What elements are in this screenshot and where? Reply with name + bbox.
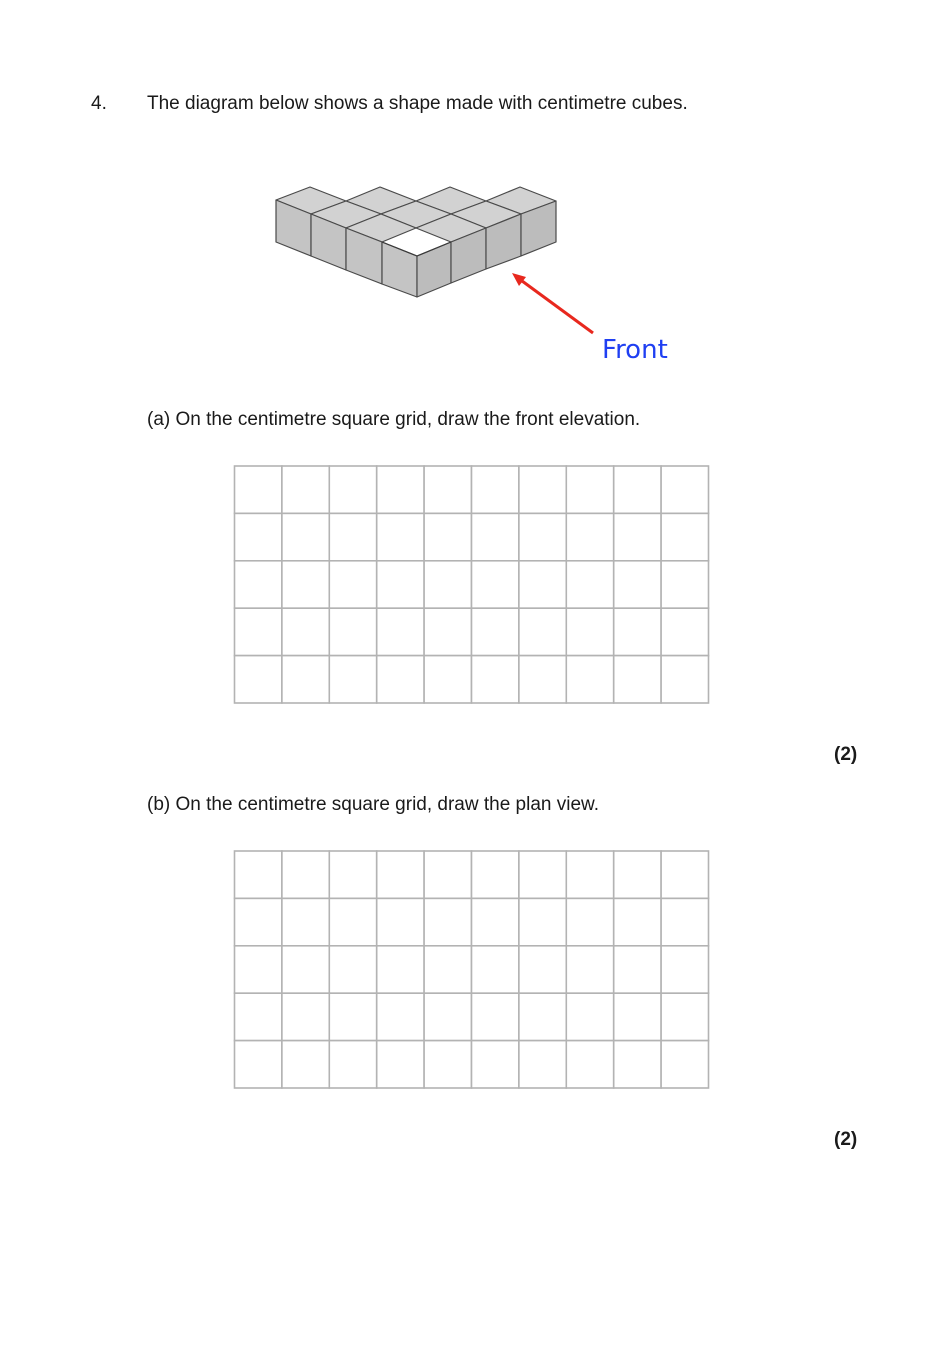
grid-cell[interactable]: [472, 898, 519, 945]
grid-cell[interactable]: [282, 466, 329, 513]
grid-cell[interactable]: [661, 946, 708, 993]
grid-cell[interactable]: [234, 466, 281, 513]
grid-cell[interactable]: [282, 513, 329, 560]
grid-cell[interactable]: [377, 561, 424, 608]
grid-cell[interactable]: [661, 1041, 708, 1088]
grid-cell[interactable]: [472, 993, 519, 1040]
grid-cell[interactable]: [282, 608, 329, 655]
grid-cell[interactable]: [566, 608, 613, 655]
grid-cell[interactable]: [234, 608, 281, 655]
grid-cell[interactable]: [519, 851, 566, 898]
part-a-marks: (2): [834, 744, 858, 765]
grid-cell[interactable]: [282, 851, 329, 898]
question-number: 4.: [91, 93, 107, 114]
grid-cell[interactable]: [519, 898, 566, 945]
grid-cell[interactable]: [424, 1041, 471, 1088]
grid-cell[interactable]: [472, 1041, 519, 1088]
grid-cell[interactable]: [377, 466, 424, 513]
grid-cell[interactable]: [424, 466, 471, 513]
grid-cell[interactable]: [282, 993, 329, 1040]
grid-cell[interactable]: [234, 946, 281, 993]
grid-cell[interactable]: [424, 656, 471, 703]
grid-cell[interactable]: [566, 466, 613, 513]
grid-cell[interactable]: [519, 513, 566, 560]
grid-cell[interactable]: [234, 513, 281, 560]
part-b-marks: (2): [834, 1129, 858, 1150]
grid-cell[interactable]: [329, 898, 376, 945]
grid-cell[interactable]: [234, 851, 281, 898]
grid-cell[interactable]: [329, 513, 376, 560]
grid-cell[interactable]: [424, 993, 471, 1040]
grid-cell[interactable]: [614, 656, 661, 703]
grid-cell[interactable]: [614, 608, 661, 655]
grid-cell[interactable]: [661, 851, 708, 898]
grid-cell[interactable]: [377, 851, 424, 898]
grid-cell[interactable]: [566, 656, 613, 703]
grid-cell[interactable]: [519, 1041, 566, 1088]
grid-cell[interactable]: [472, 851, 519, 898]
grid-cell[interactable]: [519, 608, 566, 655]
grid-cell[interactable]: [329, 946, 376, 993]
grid-cell[interactable]: [282, 898, 329, 945]
grid-cell[interactable]: [377, 946, 424, 993]
grid-cell[interactable]: [519, 946, 566, 993]
grid-cell[interactable]: [472, 513, 519, 560]
grid-cell[interactable]: [377, 608, 424, 655]
part-b-text: (b) On the centimetre square grid, draw the plan view.: [147, 794, 600, 815]
grid-cell[interactable]: [424, 513, 471, 560]
grid-cell[interactable]: [661, 993, 708, 1040]
grid-cell[interactable]: [566, 946, 613, 993]
grid-cell[interactable]: [472, 561, 519, 608]
grid-cell[interactable]: [234, 656, 281, 703]
grid-cell[interactable]: [329, 851, 376, 898]
part-a-text: (a) On the centimetre square grid, draw the front elevation.: [147, 409, 641, 430]
grid-cell[interactable]: [566, 898, 613, 945]
grid-cell[interactable]: [424, 898, 471, 945]
grid-cell[interactable]: [234, 898, 281, 945]
grid-cell[interactable]: [282, 946, 329, 993]
grid-cell[interactable]: [614, 993, 661, 1040]
grid-cell[interactable]: [566, 851, 613, 898]
grid-cell[interactable]: [329, 608, 376, 655]
grid-cell[interactable]: [614, 1041, 661, 1088]
grid-cell[interactable]: [472, 466, 519, 513]
grid-cell[interactable]: [377, 1041, 424, 1088]
grid-cell[interactable]: [614, 946, 661, 993]
grid-cell[interactable]: [329, 466, 376, 513]
grid-cell[interactable]: [424, 608, 471, 655]
grid-cell[interactable]: [424, 946, 471, 993]
grid-cell[interactable]: [661, 513, 708, 560]
grid-cell[interactable]: [282, 656, 329, 703]
grid-cell[interactable]: [519, 561, 566, 608]
grid-cell[interactable]: [329, 561, 376, 608]
grid-cell[interactable]: [661, 561, 708, 608]
grid-cell[interactable]: [661, 656, 708, 703]
grid-cell[interactable]: [377, 656, 424, 703]
grid-cell[interactable]: [566, 993, 613, 1040]
question-text: The diagram below shows a shape made with centimetre cubes.: [147, 93, 688, 114]
grid-cell[interactable]: [329, 1041, 376, 1088]
grid-cell[interactable]: [234, 1041, 281, 1088]
front-arrow: [512, 273, 593, 333]
grid-cell[interactable]: [329, 656, 376, 703]
grid-cell[interactable]: [234, 561, 281, 608]
grid-cell[interactable]: [472, 656, 519, 703]
grid-cell[interactable]: [661, 898, 708, 945]
grid-cell[interactable]: [472, 946, 519, 993]
grid-cell[interactable]: [472, 608, 519, 655]
grid-plan-view[interactable]: [233, 850, 710, 1089]
grid-cell[interactable]: [234, 993, 281, 1040]
grid-cell[interactable]: [282, 561, 329, 608]
grid-cell[interactable]: [566, 561, 613, 608]
grid-cell[interactable]: [614, 851, 661, 898]
grid-cell[interactable]: [614, 898, 661, 945]
grid-cell[interactable]: [519, 993, 566, 1040]
grid-cell[interactable]: [282, 1041, 329, 1088]
grid-cell[interactable]: [614, 466, 661, 513]
front-label: Front: [602, 335, 668, 365]
grid-cell[interactable]: [377, 513, 424, 560]
grid-cell[interactable]: [377, 993, 424, 1040]
grid-cell[interactable]: [566, 1041, 613, 1088]
grid-cell[interactable]: [614, 561, 661, 608]
grid-cell[interactable]: [329, 993, 376, 1040]
grid-front-elevation[interactable]: [233, 465, 710, 704]
grid-cell[interactable]: [519, 466, 566, 513]
grid-cell[interactable]: [424, 851, 471, 898]
grid-cell[interactable]: [661, 608, 708, 655]
grid-cell[interactable]: [566, 513, 613, 560]
grid-cell[interactable]: [614, 513, 661, 560]
grid-cell[interactable]: [519, 656, 566, 703]
grid-cell[interactable]: [661, 466, 708, 513]
grid-cell[interactable]: [377, 898, 424, 945]
grid-cell[interactable]: [424, 561, 471, 608]
